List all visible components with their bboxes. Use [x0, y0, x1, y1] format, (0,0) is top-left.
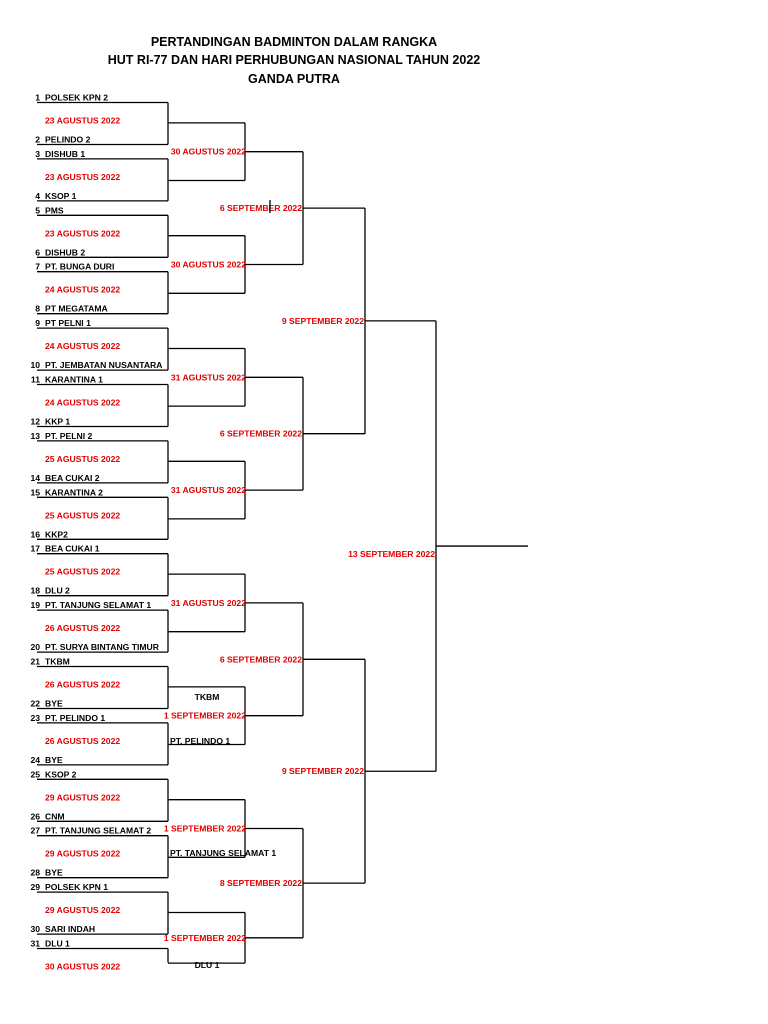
- team-seed-number: 16: [30, 529, 40, 540]
- team-name: BYE: [45, 867, 63, 878]
- team-seed-number: 21: [30, 656, 40, 667]
- team-seed-number: 11: [30, 374, 40, 385]
- advanced-team-name: TKBM: [194, 692, 220, 702]
- round1-match-date: 23 AGUSTUS 2022: [45, 228, 121, 239]
- team-seed-number: 10: [30, 360, 40, 371]
- round1-match-date: 26 AGUSTUS 2022: [45, 735, 121, 746]
- title-line-3: GANDA PUTRA: [248, 72, 340, 86]
- round1-match-date: 30 AGUSTUS 2022: [45, 961, 121, 972]
- team-seed-number: 15: [30, 487, 40, 498]
- team-seed-number: 12: [30, 416, 40, 427]
- team-seed-number: 25: [30, 769, 40, 780]
- team-name: PT. BUNGA DURI: [45, 261, 115, 272]
- round1-match-date: 24 AGUSTUS 2022: [45, 397, 121, 408]
- team-name: PT. PELNI 2: [45, 430, 93, 441]
- round3-match-date: 6 SEPTEMBER 2022: [219, 203, 302, 214]
- team-seed-number: 30: [30, 924, 40, 935]
- team-seed-number: 24: [30, 754, 40, 765]
- team-name: BEA CUKAI 2: [45, 472, 100, 483]
- team-seed-number: 14: [30, 472, 40, 483]
- team-seed-number: 4: [35, 190, 40, 201]
- team-name: BYE: [45, 698, 63, 709]
- team-seed-number: 17: [30, 543, 40, 554]
- round1-match-date: 29 AGUSTUS 2022: [45, 848, 121, 859]
- round2-match-date: 30 AGUSTUS 2022: [170, 259, 246, 270]
- team-name: DISHUB 1: [45, 148, 86, 159]
- team-name: PT MEGATAMA: [45, 303, 108, 314]
- team-seed-number: 7: [35, 261, 40, 272]
- team-name: POLSEK KPN 1: [45, 882, 109, 893]
- team-name: KARANTINA 2: [45, 487, 103, 498]
- round1-match-date: 25 AGUSTUS 2022: [45, 510, 121, 521]
- round2-match-date: 31 AGUSTUS 2022: [170, 485, 246, 496]
- round2-match-date: 1 SEPTEMBER 2022: [163, 710, 246, 721]
- team-name: PELINDO 2: [45, 134, 91, 145]
- team-name: KSOP 1: [45, 190, 77, 201]
- team-seed-number: 31: [30, 938, 40, 949]
- team-seed-number: 26: [30, 811, 40, 822]
- team-name: PT. PELINDO 1: [45, 712, 106, 723]
- title-line-1: PERTANDINGAN BADMINTON DALAM RANGKA: [150, 35, 438, 49]
- round1-match-date: 29 AGUSTUS 2022: [45, 792, 121, 803]
- team-name: BYE: [45, 754, 63, 765]
- round3-match-date: 6 SEPTEMBER 2022: [219, 428, 302, 439]
- round3-match-date: 6 SEPTEMBER 2022: [219, 654, 302, 665]
- round2-match-date: 1 SEPTEMBER 2022: [163, 932, 246, 943]
- team-name: PT. TANJUNG SELAMAT 1: [45, 600, 152, 611]
- team-name: KKP 1: [45, 416, 71, 427]
- advanced-team-name: PT. PELINDO 1: [170, 736, 231, 746]
- team-seed-number: 13: [30, 430, 40, 441]
- team-name: POLSEK KPN 2: [45, 92, 109, 103]
- team-name: KSOP 2: [45, 769, 77, 780]
- team-seed-number: 5: [35, 205, 40, 216]
- team-name: PT. SURYA BINTANG TIMUR: [45, 642, 159, 653]
- round1-match-date: 26 AGUSTUS 2022: [45, 623, 121, 634]
- round1-match-date: 26 AGUSTUS 2022: [45, 679, 121, 690]
- team-seed-number: 22: [30, 698, 40, 709]
- team-name: PT. TANJUNG SELAMAT 2: [45, 825, 152, 836]
- team-seed-number: 2: [35, 134, 40, 145]
- round2-match-date: 31 AGUSTUS 2022: [170, 597, 246, 608]
- round3-match-date: 8 SEPTEMBER 2022: [219, 878, 302, 889]
- team-name: DLU 2: [45, 585, 70, 596]
- final-match-date: 13 SEPTEMBER 2022: [348, 549, 435, 560]
- round2-match-date: 31 AGUSTUS 2022: [170, 372, 246, 383]
- team-name: BEA CUKAI 1: [45, 543, 100, 554]
- team-name: DISHUB 2: [45, 247, 86, 258]
- round1-match-date: 23 AGUSTUS 2022: [45, 115, 121, 126]
- round1-match-date: 25 AGUSTUS 2022: [45, 566, 121, 577]
- round1-match-date: 24 AGUSTUS 2022: [45, 284, 121, 295]
- team-name: KARANTINA 1: [45, 374, 103, 385]
- team-seed-number: 28: [30, 867, 40, 878]
- team-seed-number: 20: [30, 642, 40, 653]
- team-seed-number: 3: [35, 148, 40, 159]
- team-seed-number: 23: [30, 712, 40, 723]
- team-seed-number: 29: [30, 882, 40, 893]
- team-name: PT PELNI 1: [45, 318, 91, 329]
- team-seed-number: 1: [35, 92, 40, 103]
- team-name: SARI INDAH: [45, 924, 96, 935]
- round4-match-date: 9 SEPTEMBER 2022: [281, 766, 364, 777]
- advanced-team-name: PT. TANJUNG SELAMAT 1: [170, 848, 277, 858]
- team-name: PMS: [45, 205, 64, 216]
- round1-match-date: 23 AGUSTUS 2022: [45, 171, 121, 182]
- team-seed-number: 9: [35, 318, 40, 329]
- round2-match-date: 1 SEPTEMBER 2022: [163, 823, 246, 834]
- round1-match-date: 25 AGUSTUS 2022: [45, 453, 121, 464]
- team-seed-number: 19: [30, 600, 40, 611]
- title-line-2: HUT RI-77 DAN HARI PERHUBUNGAN NASIONAL TAHUN 2022: [107, 53, 481, 67]
- team-name: CNM: [45, 811, 65, 822]
- team-name: KKP2: [45, 529, 68, 540]
- advanced-team-name: DLU 1: [194, 960, 220, 970]
- team-name: TKBM: [45, 656, 70, 667]
- team-seed-number: 8: [35, 303, 40, 314]
- round1-match-date: 24 AGUSTUS 2022: [45, 341, 121, 352]
- team-seed-number: 18: [30, 585, 40, 596]
- team-name: PT. JEMBATAN NUSANTARA: [45, 360, 163, 371]
- round4-match-date: 9 SEPTEMBER 2022: [281, 315, 364, 326]
- round1-match-date: 29 AGUSTUS 2022: [45, 905, 121, 916]
- team-seed-number: 6: [35, 247, 40, 258]
- round2-match-date: 30 AGUSTUS 2022: [170, 146, 246, 157]
- team-name: DLU 1: [45, 938, 70, 949]
- team-seed-number: 27: [30, 825, 40, 836]
